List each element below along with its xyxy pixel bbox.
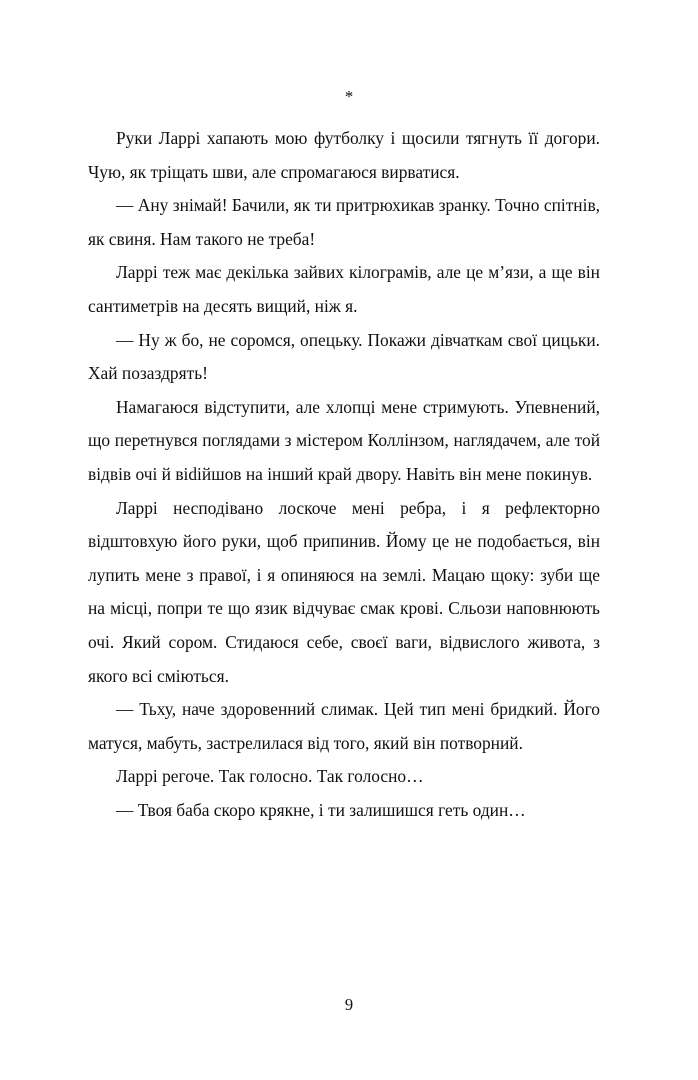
paragraph: Ларрі теж має декілька зайвих кілограмів, але це м’язи, а ще він сантиметрів на десять вищий, ніж я. xyxy=(88,262,600,316)
paragraph: — Ану знімай! Бачили, як ти притрюхикав зранку. Точно спітнів, як свиня. Нам такого не треба! xyxy=(88,195,600,249)
page-number: 9 xyxy=(344,995,354,1014)
section-ornament: * xyxy=(344,87,354,106)
paragraph: — Твоя баба скоро крякне, і ти залишишся геть один… xyxy=(116,799,526,820)
paragraph: Намагаюся відступити, але хлопці мене стримують. Упевнений, що перетнувся поглядами з містером Коллінзом, наглядачем, але той відвів очі й віdійшов на інший край двору. Навіть він мене покинув. xyxy=(88,396,600,484)
page-body xyxy=(88,122,600,827)
paragraph: Ларрі регоче. Так голосно. Так голосно… xyxy=(116,766,424,787)
paragraph: — Тьху, наче здоровенний слимак. Цей тип мені бридкий. Його матуся, мабуть, застрелилася від того, який він потворний. xyxy=(88,699,600,753)
paragraph: — Ну ж бо, не соромся, опецьку. Покажи дівчаткам свої цицьки. Хай позаздрять! xyxy=(88,329,600,384)
paragraph: Руки Ларрі хапають мою футболку і щосили тягнуть її догори. Чую, як тріщать шви, але спромагаюся вирватися. xyxy=(88,128,600,182)
paragraph: Ларрі несподівано лоскоче мені ребра, і я рефлекторно відштовхую його руки, щоб припинив. Йому це не подобається, він лупить мене з правої, і я опиняюся на землі. Мацаю щоку: зуби ще на місці, попри те що язик відчуває смак крові. Сльози наповнюють очі. Який сором. Стидаюся себе, своєї ваги, відвислого живота, з якого всі сміються. xyxy=(88,497,600,686)
